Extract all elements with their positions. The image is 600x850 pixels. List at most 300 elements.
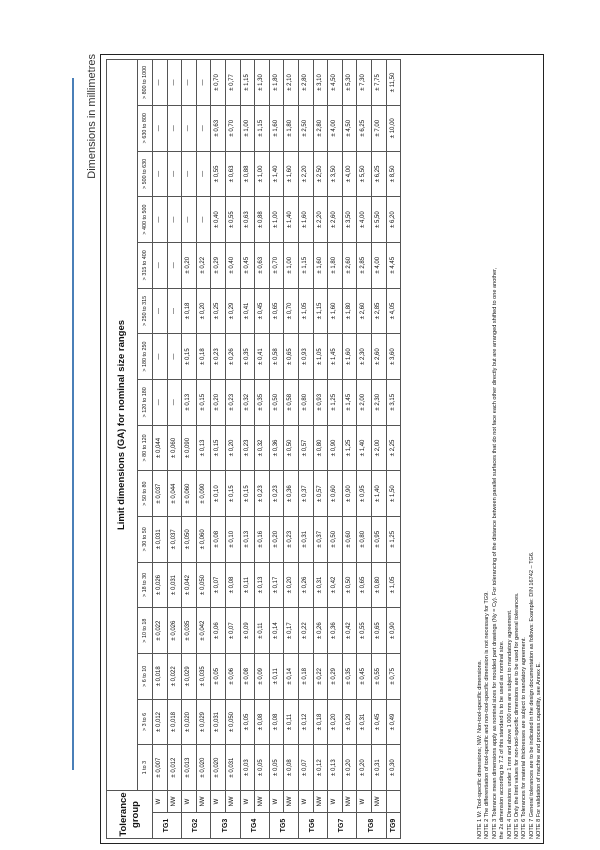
limit-value-cell: ± 6,25: [357, 105, 372, 151]
limit-value-cell: ± 0,30: [386, 745, 401, 791]
limit-value-cell: ± 0,06: [211, 608, 226, 654]
tolerance-group-cell: TG4: [240, 813, 269, 839]
limit-value-cell: ± 1,00: [269, 197, 284, 243]
table-row: [284, 60, 299, 839]
limit-value-cell: ± 8,50: [386, 151, 401, 197]
limit-value-cell: ± 0,17: [284, 608, 299, 654]
limit-value-cell: ± 0,060: [196, 516, 211, 562]
limit-value-cell: ± 4,05: [386, 288, 401, 334]
limit-value-cell: ± 1,15: [298, 242, 313, 288]
limit-value-cell: ± 1,40: [357, 425, 372, 471]
limit-value-cell: —: [153, 334, 168, 380]
limit-value-cell: ± 7,30: [357, 60, 372, 106]
range-header: > 30 to 50: [138, 516, 153, 562]
limit-value-cell: ± 1,60: [328, 288, 343, 334]
limit-value-cell: ± 1,05: [298, 288, 313, 334]
limit-value-cell: ± 0,020: [182, 699, 197, 745]
limit-value-cell: ± 4,00: [342, 151, 357, 197]
limit-value-cell: ± 0,32: [240, 379, 255, 425]
table-row: [196, 60, 211, 839]
limit-value-cell: ± 1,25: [386, 516, 401, 562]
limit-value-cell: ± 0,05: [211, 653, 226, 699]
limit-value-cell: ± 1,60: [313, 242, 328, 288]
tolerance-group-cell: TG5: [269, 813, 298, 839]
limit-value-cell: ± 2,00: [357, 379, 372, 425]
limit-value-cell: ± 0,29: [328, 653, 343, 699]
table-row: [167, 60, 182, 839]
limit-value-cell: ± 0,23: [211, 334, 226, 380]
limit-value-cell: ± 4,45: [386, 242, 401, 288]
limit-value-cell: ± 1,15: [255, 105, 270, 151]
limit-value-cell: ± 0,45: [255, 288, 270, 334]
limit-value-cell: ± 0,20: [342, 745, 357, 791]
limit-value-cell: ± 0,22: [196, 242, 211, 288]
note-line: NOTE 7 General tolerances are to be indicated in the design documentation as follows: Example: DIN 16742 – TG6.: [528, 551, 535, 839]
limit-value-cell: ± 0,63: [255, 242, 270, 288]
limit-value-cell: ± 0,08: [225, 562, 240, 608]
limit-value-cell: ± 0,49: [386, 699, 401, 745]
limit-value-cell: —: [196, 60, 211, 106]
limit-value-cell: ± 0,15: [196, 379, 211, 425]
tolerance-group-cell: TG3: [211, 813, 240, 839]
limit-value-cell: ± 0,060: [167, 425, 182, 471]
limit-value-cell: ± 0,20: [269, 516, 284, 562]
range-header: > 500 to 630: [138, 151, 153, 197]
limit-value-cell: ± 1,60: [298, 197, 313, 243]
limit-value-cell: ± 2,60: [328, 197, 343, 243]
dimension-kind-cell: W: [211, 790, 226, 812]
limit-value-cell: ± 0,58: [284, 379, 299, 425]
limit-value-cell: ± 2,30: [357, 334, 372, 380]
limit-value-cell: ± 0,57: [313, 471, 328, 517]
limit-value-cell: ± 0,26: [313, 608, 328, 654]
table-row: [182, 60, 197, 839]
rotated-page: [86, 54, 546, 844]
limit-value-cell: ± 0,55: [211, 151, 226, 197]
limit-value-cell: ± 0,06: [225, 653, 240, 699]
limit-value-cell: —: [153, 197, 168, 243]
limit-value-cell: ± 0,022: [153, 608, 168, 654]
tolerance-group-cell: TG8: [357, 813, 386, 839]
range-header: > 3 to 6: [138, 699, 153, 745]
limit-value-cell: ± 3,15: [386, 379, 401, 425]
table-row: [313, 60, 328, 839]
limit-value-cell: ± 0,14: [284, 653, 299, 699]
notes-block: [477, 59, 544, 839]
limit-value-cell: ± 0,029: [196, 699, 211, 745]
limit-value-cell: ± 0,20: [211, 379, 226, 425]
limit-value-cell: ± 0,22: [313, 653, 328, 699]
range-header: > 180 to 250: [138, 334, 153, 380]
limit-value-cell: ± 7,00: [371, 105, 386, 151]
limit-value-cell: —: [167, 60, 182, 106]
limit-value-cell: ± 0,10: [211, 471, 226, 517]
limit-value-cell: ± 0,007: [153, 745, 168, 791]
limit-value-cell: ± 0,15: [182, 334, 197, 380]
table-row: [342, 60, 357, 839]
limit-value-cell: ± 0,35: [255, 379, 270, 425]
range-header: > 400 to 500: [138, 197, 153, 243]
limit-value-cell: ± 0,63: [240, 197, 255, 243]
limit-value-cell: ± 1,05: [386, 562, 401, 608]
limit-value-cell: ± 0,20: [284, 562, 299, 608]
limit-value-cell: ± 0,60: [342, 516, 357, 562]
limit-value-cell: ± 1,45: [328, 334, 343, 380]
dimension-kind-cell: NW: [225, 790, 240, 812]
table-frame: [100, 54, 544, 844]
limit-value-cell: ± 0,07: [225, 608, 240, 654]
limit-value-cell: ± 2,85: [371, 288, 386, 334]
dimension-kind-cell: NW: [342, 790, 357, 812]
limit-value-cell: ± 0,08: [284, 745, 299, 791]
limit-value-cell: ± 0,45: [371, 699, 386, 745]
limit-value-cell: ± 7,75: [371, 60, 386, 106]
limit-value-cell: ± 0,58: [269, 334, 284, 380]
tolerance-group-cell: TG7: [328, 813, 357, 839]
table-row: [371, 60, 386, 839]
limit-value-cell: ± 0,08: [240, 653, 255, 699]
limit-value-cell: ± 0,45: [357, 653, 372, 699]
range-header: > 315 to 400: [138, 242, 153, 288]
limit-value-cell: ± 0,022: [167, 653, 182, 699]
limit-value-cell: ± 1,60: [284, 151, 299, 197]
limit-value-cell: ± 0,050: [196, 562, 211, 608]
limit-value-cell: ± 0,23: [269, 471, 284, 517]
limit-value-cell: ± 3,10: [313, 60, 328, 106]
limit-value-cell: ± 0,65: [371, 608, 386, 654]
limit-value-cell: ± 0,29: [211, 242, 226, 288]
limit-value-cell: ± 0,80: [357, 516, 372, 562]
limit-value-cell: ± 0,50: [269, 379, 284, 425]
limit-value-cell: ± 0,31: [313, 562, 328, 608]
limit-value-cell: ± 0,11: [284, 699, 299, 745]
limit-value-cell: ± 2,80: [298, 60, 313, 106]
note-line: NOTE 5 Only the limit values for non-tool-specific dimensions are to be used for general tolerances.: [514, 592, 521, 839]
limit-value-cell: ± 0,090: [196, 471, 211, 517]
limit-value-cell: ± 0,35: [342, 653, 357, 699]
table-row: [386, 60, 401, 839]
limit-value-cell: ± 1,60: [269, 105, 284, 151]
note-line: NOTE 3 Tolerance mean dimensions apply as nominal sizes for moulded part drawings (Ny = Cy). For tolerancing of the distance between parallel surfaces that do not face each other directly but are arranged shifted to one another,: [491, 267, 498, 839]
limit-value-cell: ± 0,060: [182, 471, 197, 517]
limit-value-cell: —: [196, 105, 211, 151]
limit-value-cell: ± 0,55: [371, 653, 386, 699]
limit-value-cell: ± 1,15: [313, 288, 328, 334]
limit-value-cell: ± 2,30: [371, 379, 386, 425]
limit-value-cell: ± 0,18: [182, 288, 197, 334]
limit-value-cell: ± 0,93: [313, 379, 328, 425]
limit-value-cell: —: [182, 197, 197, 243]
limit-value-cell: ± 6,20: [386, 197, 401, 243]
limit-value-cell: ± 0,41: [255, 334, 270, 380]
limit-value-cell: ± 1,80: [342, 288, 357, 334]
limit-value-cell: ± 0,13: [182, 379, 197, 425]
limit-value-cell: ± 2,85: [357, 242, 372, 288]
limit-value-cell: ± 1,45: [342, 379, 357, 425]
limit-value-cell: ± 4,00: [328, 105, 343, 151]
limit-value-cell: ± 0,09: [255, 653, 270, 699]
limit-value-cell: ± 0,32: [255, 425, 270, 471]
note-line: NOTE 6 Tolerances for material thicknesses are subject to mandatory agreement.: [521, 637, 528, 839]
limit-value-cell: ± 6,25: [371, 151, 386, 197]
limit-value-cell: ± 0,050: [225, 699, 240, 745]
limit-value-cell: ± 1,80: [328, 242, 343, 288]
dimension-kind-cell: W: [357, 790, 372, 812]
limit-value-cell: ± 0,50: [328, 516, 343, 562]
limit-value-cell: ± 0,65: [269, 288, 284, 334]
dimension-kind-cell: NW: [167, 790, 182, 812]
limit-value-cell: ± 0,65: [357, 562, 372, 608]
dimension-kind-cell: W: [240, 790, 255, 812]
note-line: NOTE 2 The differentiation of tool-specific and non-tool-specific dimension is not necessary for TG9.: [484, 591, 491, 839]
note-line: NOTE 8 For validation of machine and process capability, see Annex E.: [536, 662, 543, 839]
limit-value-cell: ± 0,18: [196, 334, 211, 380]
limit-value-cell: ± 0,37: [313, 516, 328, 562]
limit-value-cell: ± 0,80: [371, 562, 386, 608]
limit-value-cell: ± 2,10: [284, 60, 299, 106]
limit-value-cell: ± 0,13: [240, 516, 255, 562]
limit-value-cell: ± 2,80: [313, 105, 328, 151]
units-label: Dimensions in millimetres: [86, 54, 98, 179]
note-line: NOTE 1 W: Tool-specific dimensions; NW: Non-tool-specific dimensions.: [477, 659, 483, 839]
limit-value-cell: ± 1,50: [386, 471, 401, 517]
limit-value-cell: ± 0,95: [357, 471, 372, 517]
limit-value-cell: ± 0,050: [182, 516, 197, 562]
range-header: > 630 to 800: [138, 105, 153, 151]
limit-value-cell: ± 0,012: [153, 699, 168, 745]
limit-value-cell: ± 0,60: [328, 471, 343, 517]
limit-value-cell: ± 3,50: [328, 151, 343, 197]
limit-value-cell: ± 4,50: [342, 105, 357, 151]
limit-value-cell: ± 0,15: [225, 471, 240, 517]
dimension-kind-cell: NW: [284, 790, 299, 812]
range-header: > 6 to 10: [138, 653, 153, 699]
limit-value-cell: ± 0,08: [211, 516, 226, 562]
limit-value-cell: ± 0,044: [167, 471, 182, 517]
table-row: [269, 60, 284, 839]
limit-value-cell: ± 3,50: [342, 197, 357, 243]
limit-value-cell: ± 2,60: [357, 288, 372, 334]
range-header: 1 to 3: [138, 745, 153, 791]
limit-value-cell: ± 0,026: [167, 608, 182, 654]
range-header: > 18 to 30: [138, 562, 153, 608]
dimension-kind-cell: NW: [313, 790, 328, 812]
limit-value-cell: ± 10,00: [386, 105, 401, 151]
left-margin-rule: [72, 78, 74, 770]
limit-value-cell: ± 1,05: [313, 334, 328, 380]
note-line: NOTE 4 Dimensions under 1 mm and above 1 000 mm are subject to mandatory agreement.: [506, 609, 513, 839]
limit-value-cell: ± 0,14: [269, 608, 284, 654]
limit-value-cell: —: [167, 242, 182, 288]
limit-value-cell: —: [167, 288, 182, 334]
limit-value-cell: ± 0,03: [240, 745, 255, 791]
limit-value-cell: ± 0,13: [196, 425, 211, 471]
limit-value-cell: —: [167, 197, 182, 243]
limit-value-cell: ± 0,36: [284, 471, 299, 517]
limit-value-cell: ± 0,07: [211, 562, 226, 608]
dimension-kind-cell: NW: [196, 790, 211, 812]
limit-value-cell: ± 3,60: [386, 334, 401, 380]
limit-value-cell: ± 0,13: [328, 745, 343, 791]
range-header: > 10 to 18: [138, 608, 153, 654]
limit-value-cell: ± 0,65: [284, 334, 299, 380]
dimension-kind-cell: NW: [255, 790, 270, 812]
limit-value-cell: ± 0,13: [255, 562, 270, 608]
limit-value-cell: —: [153, 288, 168, 334]
limit-value-cell: —: [153, 379, 168, 425]
limit-value-cell: ± 0,63: [225, 151, 240, 197]
limit-value-cell: ± 1,80: [284, 105, 299, 151]
limit-value-cell: ± 0,23: [284, 516, 299, 562]
limit-value-cell: ± 2,20: [298, 151, 313, 197]
dimension-kind-cell: W: [328, 790, 343, 812]
limit-value-cell: ± 0,75: [386, 653, 401, 699]
limit-value-cell: ± 0,026: [153, 562, 168, 608]
limit-value-cell: ± 2,25: [386, 425, 401, 471]
limit-value-cell: ± 2,00: [371, 425, 386, 471]
limit-value-cell: ± 0,50: [284, 425, 299, 471]
limit-value-cell: ± 0,55: [225, 197, 240, 243]
limit-value-cell: ± 2,60: [342, 242, 357, 288]
limit-value-cell: ± 0,090: [182, 425, 197, 471]
limit-value-cell: ± 0,93: [298, 334, 313, 380]
limit-value-cell: ± 4,00: [357, 197, 372, 243]
range-header: > 120 to 180: [138, 379, 153, 425]
limit-value-cell: ± 0,40: [225, 242, 240, 288]
limit-value-cell: ± 0,20: [357, 745, 372, 791]
limit-value-cell: ± 0,70: [269, 242, 284, 288]
limit-value-cell: ± 0,20: [225, 425, 240, 471]
limit-value-cell: ± 0,40: [211, 197, 226, 243]
group-header: Tolerance group: [107, 790, 153, 838]
limit-value-cell: ± 0,23: [225, 379, 240, 425]
limit-value-cell: ± 0,42: [342, 608, 357, 654]
limit-value-cell: ± 0,36: [269, 425, 284, 471]
limit-value-cell: ± 0,029: [182, 653, 197, 699]
limit-value-cell: ± 2,60: [371, 334, 386, 380]
range-header: > 250 to 315: [138, 288, 153, 334]
limit-value-cell: ± 0,22: [298, 608, 313, 654]
limit-value-cell: —: [153, 242, 168, 288]
limit-value-cell: ± 0,05: [255, 745, 270, 791]
limit-value-cell: ± 11,50: [386, 60, 401, 106]
limit-value-cell: ± 0,88: [240, 151, 255, 197]
limit-value-cell: ± 0,11: [255, 608, 270, 654]
limit-value-cell: ± 0,80: [298, 379, 313, 425]
limit-value-cell: ± 0,42: [328, 562, 343, 608]
limit-value-cell: ± 0,05: [269, 745, 284, 791]
limit-value-cell: —: [167, 379, 182, 425]
limit-value-cell: ± 0,020: [196, 745, 211, 791]
limit-value-cell: ± 0,90: [342, 471, 357, 517]
limit-value-cell: —: [182, 105, 197, 151]
limit-value-cell: ± 0,044: [153, 425, 168, 471]
dimension-kind-cell: W: [182, 790, 197, 812]
tolerance-table: [106, 59, 401, 839]
limit-value-cell: ± 0,20: [328, 699, 343, 745]
limit-value-cell: ± 0,042: [182, 562, 197, 608]
limit-value-cell: —: [167, 334, 182, 380]
limit-value-cell: ± 1,40: [269, 151, 284, 197]
limit-value-cell: ± 0,31: [357, 699, 372, 745]
dimension-kind-cell: W: [269, 790, 284, 812]
limit-value-cell: ± 0,80: [313, 425, 328, 471]
limit-value-cell: ± 0,29: [225, 288, 240, 334]
limit-value-cell: ± 0,035: [182, 608, 197, 654]
limit-value-cell: ± 0,35: [240, 334, 255, 380]
limit-value-cell: ± 0,50: [342, 562, 357, 608]
limit-value-cell: ± 1,80: [269, 60, 284, 106]
limit-value-cell: ± 0,11: [240, 562, 255, 608]
limit-value-cell: ± 0,018: [167, 699, 182, 745]
limit-value-cell: ± 0,26: [298, 562, 313, 608]
tolerance-group-cell: TG9: [386, 813, 401, 839]
limit-value-cell: ± 1,60: [342, 334, 357, 380]
table-row: [255, 60, 270, 839]
tolerance-group-cell: TG6: [298, 813, 327, 839]
limit-value-cell: ± 0,29: [342, 699, 357, 745]
limit-value-cell: ± 0,10: [225, 516, 240, 562]
limit-value-cell: ± 0,70: [284, 288, 299, 334]
limit-value-cell: ± 0,70: [225, 105, 240, 151]
limit-value-cell: ± 1,00: [240, 105, 255, 151]
limit-value-cell: ± 2,20: [313, 197, 328, 243]
limit-value-cell: ± 0,90: [328, 425, 343, 471]
limit-value-cell: ± 0,013: [182, 745, 197, 791]
table-row: [298, 60, 313, 839]
limit-value-cell: ± 0,031: [167, 562, 182, 608]
limit-value-cell: ± 0,37: [298, 471, 313, 517]
limit-value-cell: ± 0,07: [298, 745, 313, 791]
limit-value-cell: ± 0,08: [255, 699, 270, 745]
limit-value-cell: ± 2,50: [313, 151, 328, 197]
limit-value-cell: ± 0,09: [240, 608, 255, 654]
tolerance-group-cell: TG2: [182, 813, 211, 839]
limit-value-cell: ± 0,12: [298, 699, 313, 745]
table-row: [225, 60, 240, 839]
limit-value-cell: ± 0,23: [255, 471, 270, 517]
limit-value-cell: —: [196, 151, 211, 197]
limit-value-cell: ± 0,012: [167, 745, 182, 791]
limit-value-cell: ± 0,031: [211, 699, 226, 745]
limit-value-cell: ± 0,41: [240, 288, 255, 334]
limit-value-cell: ± 0,88: [255, 197, 270, 243]
table-row: [240, 60, 255, 839]
limit-value-cell: ± 1,40: [284, 197, 299, 243]
limit-value-cell: ± 0,70: [211, 60, 226, 106]
table-row: [328, 60, 343, 839]
limit-value-cell: —: [153, 105, 168, 151]
limit-value-cell: ± 0,45: [240, 242, 255, 288]
limit-value-cell: —: [153, 60, 168, 106]
dimension-kind-cell: NW: [371, 790, 386, 812]
limit-value-cell: —: [196, 197, 211, 243]
limit-value-cell: ± 0,18: [298, 653, 313, 699]
limit-value-cell: ± 0,031: [153, 516, 168, 562]
limit-value-cell: ± 0,15: [211, 425, 226, 471]
limit-value-cell: ± 0,57: [298, 425, 313, 471]
limit-value-cell: ± 0,18: [313, 699, 328, 745]
dimension-kind-cell: [386, 790, 401, 812]
limit-value-cell: ± 0,25: [211, 288, 226, 334]
limit-value-cell: ± 2,50: [298, 105, 313, 151]
limit-value-cell: ± 0,23: [240, 425, 255, 471]
limit-value-cell: —: [182, 151, 197, 197]
limit-value-cell: ± 0,63: [211, 105, 226, 151]
limit-value-cell: ± 0,018: [153, 653, 168, 699]
range-header: > 800 to 1000: [138, 60, 153, 106]
limit-value-cell: ± 1,15: [240, 60, 255, 106]
